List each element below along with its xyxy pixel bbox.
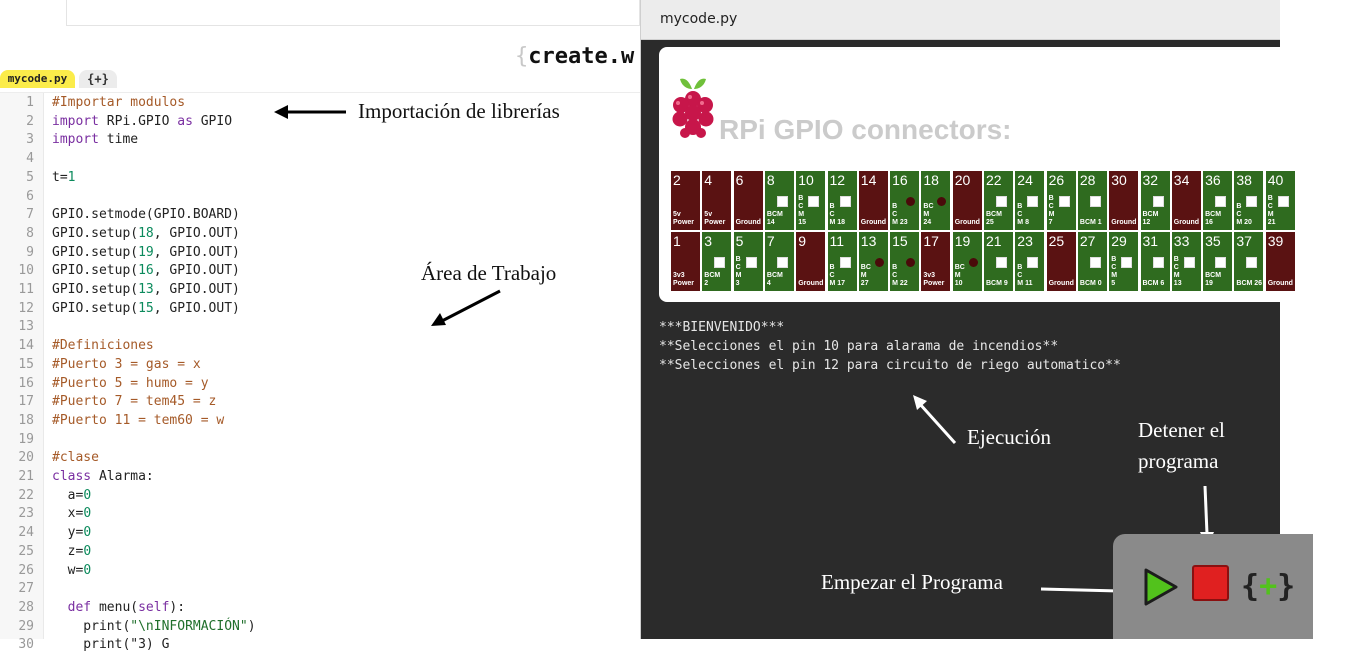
line-number: 21 <box>18 469 34 484</box>
gpio-pin-label: BCM 19 <box>1205 272 1222 287</box>
code-text <box>52 636 169 655</box>
gpio-row-odd <box>671 232 1371 291</box>
gpio-pin-15[interactable] <box>890 232 919 291</box>
gpio-pin-3[interactable] <box>702 232 731 291</box>
code-token: , GPIO.OUT) <box>153 300 240 316</box>
gpio-pin-number: 36 <box>1205 172 1221 188</box>
code-token: Alarma: <box>91 469 154 484</box>
gpio-pin-label: B C M 23 <box>892 203 908 226</box>
gpio-pin-label: B C M 20 <box>1236 203 1252 226</box>
line-number: 29 <box>18 618 34 634</box>
gpio-pin-label: B C M 21 <box>1267 195 1276 226</box>
gpio-pin-checkbox[interactable] <box>1059 196 1070 207</box>
gpio-pin-checkbox[interactable] <box>1121 257 1132 268</box>
code-text <box>52 169 75 188</box>
code-text <box>52 281 240 300</box>
gpio-pin-led <box>875 258 884 267</box>
code-token: 1 <box>67 169 76 185</box>
gpio-pin-37[interactable] <box>1234 232 1263 291</box>
gpio-pin-label: BC M 27 <box>860 264 871 287</box>
code-token: 0 <box>83 487 92 503</box>
gpio-pin-number: 14 <box>860 172 877 188</box>
code-token: GPIO.setup( <box>52 225 139 241</box>
gpio-panel <box>659 47 1299 302</box>
annotation-execution-arrow <box>911 393 959 447</box>
gpio-pin-number: 18 <box>923 172 939 188</box>
line-number: 17 <box>18 394 34 410</box>
tab-mycode-py[interactable]: mycode.py <box>0 70 75 88</box>
gpio-pin-checkbox[interactable] <box>746 257 757 268</box>
gpio-pin-30 <box>1109 171 1138 230</box>
gpio-pin-number: 1 <box>673 233 681 249</box>
gpio-pin-label: Ground <box>954 219 980 226</box>
gpio-pin-number: 23 <box>1017 233 1033 249</box>
gpio-pin-number: 22 <box>986 172 1002 188</box>
annotation-workspace: Área de Trabajo <box>421 261 557 285</box>
gpio-pin-label: B C M 18 <box>829 203 846 226</box>
gpio-pin-7[interactable] <box>765 232 794 291</box>
code-token: y= <box>52 525 84 541</box>
code-text <box>52 94 185 113</box>
gpio-pin-36[interactable] <box>1203 171 1232 230</box>
gpio-pin-label: B C M 17 <box>829 264 846 287</box>
gpio-pin-label: B C M 3 <box>735 256 742 287</box>
gpio-pin-14 <box>859 171 888 230</box>
gpio-pin-27[interactable] <box>1078 232 1107 291</box>
gpio-pin-label: BCM 0 <box>1079 280 1102 287</box>
gpio-pin-label: B C M 8 <box>1017 203 1029 226</box>
code-token: menu( <box>91 599 139 615</box>
gpio-pin-39 <box>1266 232 1295 291</box>
annotation-stop-line2: programa <box>1138 449 1219 473</box>
line-number: 6 <box>26 188 34 204</box>
gpio-pin-label: Ground <box>735 219 761 226</box>
gpio-pin-8[interactable] <box>765 171 794 230</box>
code-text <box>52 505 91 524</box>
code-token: 13 <box>138 282 154 297</box>
gpio-pin-label: B C M 5 <box>1111 256 1118 287</box>
code-token: GPIO.setup( <box>52 300 139 316</box>
gpio-pin-38[interactable] <box>1234 171 1263 230</box>
gpio-pin-29[interactable] <box>1109 232 1138 291</box>
gpio-pin-9 <box>796 232 825 291</box>
code-text <box>52 562 91 581</box>
gpio-pin-17 <box>921 232 950 291</box>
gpio-pin-number: 32 <box>1142 172 1159 188</box>
code-token: 18 <box>138 225 154 241</box>
gpio-pin-35[interactable] <box>1203 232 1232 291</box>
gpio-pin-number: 35 <box>1205 233 1221 249</box>
line-number: 3 <box>26 132 34 148</box>
gpio-pin-number: 39 <box>1267 233 1284 249</box>
gpio-pin-number: 11 <box>829 233 845 249</box>
gpio-pin-checkbox[interactable] <box>1215 196 1226 207</box>
code-token: 16 <box>138 263 154 279</box>
code-token: GPIO.setup( <box>52 282 139 297</box>
gpio-pin-number: 19 <box>954 233 971 249</box>
gpio-pin-label: Ground <box>1267 280 1293 287</box>
output-window-title: mycode.py <box>660 11 738 27</box>
gpio-pin-number: 21 <box>986 233 1002 249</box>
gpio-pin-number: 38 <box>1236 172 1252 188</box>
annotation-execution: Ejecución <box>967 425 1051 449</box>
line-number: 11 <box>18 282 34 297</box>
gpio-pin-number: 34 <box>1173 172 1190 188</box>
code-token: #Definiciones <box>52 338 154 354</box>
gpio-pin-checkbox[interactable] <box>996 257 1007 268</box>
annotation-start: Empezar el Programa <box>821 570 1003 594</box>
gpio-pin-checkbox[interactable] <box>777 257 788 268</box>
gpio-pin-number: 17 <box>923 233 939 249</box>
gpio-pin-led <box>937 197 946 206</box>
gpio-pin-checkbox[interactable] <box>1090 257 1101 268</box>
gpio-pin-led <box>969 258 978 267</box>
console-output <box>659 318 1121 375</box>
gpio-pin-checkbox[interactable] <box>1278 196 1289 207</box>
line-number: 27 <box>18 581 34 597</box>
gpio-pin-number: 40 <box>1267 172 1284 188</box>
gpio-pin-label: BCM 12 <box>1142 211 1159 226</box>
gpio-title: RPi GPIO connectors: <box>719 114 1012 145</box>
gpio-pin-checkbox[interactable] <box>1153 196 1164 207</box>
gpio-pin-number: 33 <box>1173 233 1190 249</box>
gpio-pin-34 <box>1172 171 1201 230</box>
code-token: GPIO.setup( <box>52 244 139 260</box>
gpio-pin-12[interactable] <box>828 171 857 230</box>
annotation-imports-arrow <box>272 104 348 120</box>
line-number: 23 <box>18 506 34 522</box>
code-token: 0 <box>83 525 92 541</box>
add-code-button[interactable]: {+} <box>1241 569 1296 604</box>
code-token: #Puerto 11 = tem60 = w <box>52 412 225 428</box>
line-number: 8 <box>26 225 34 241</box>
gpio-pin-label: BCM 1 <box>1079 219 1102 226</box>
line-number: 2 <box>26 113 34 129</box>
code-text <box>52 244 240 263</box>
code-token: #clase <box>52 450 99 466</box>
editor-top-bar <box>66 0 640 26</box>
code-token: RPi.GPIO <box>98 113 178 129</box>
annotation-stop-line1: Detener el <box>1138 418 1225 442</box>
code-text <box>52 262 240 281</box>
gpio-pin-checkbox[interactable] <box>714 257 725 268</box>
raspberry-pi-logo <box>668 75 718 141</box>
gpio-pin-label: Ground <box>1111 219 1137 226</box>
code-text <box>52 113 232 132</box>
code-text <box>52 524 91 543</box>
gpio-pin-20 <box>953 171 982 230</box>
code-text <box>52 206 240 225</box>
code-token: , GPIO.OUT) <box>153 282 240 297</box>
line-number: 7 <box>26 207 34 223</box>
gpio-pin-number: 2 <box>673 172 681 188</box>
code-token: ) <box>247 618 256 634</box>
line-number: 20 <box>18 450 34 466</box>
play-button[interactable] <box>1143 567 1179 607</box>
gpio-pin-label: B C M 15 <box>798 195 806 226</box>
gpio-pin-number: 24 <box>1017 172 1033 188</box>
gpio-pin-label: B C M 11 <box>1017 264 1033 287</box>
code-token: t= <box>52 169 68 185</box>
gpio-pin-21[interactable] <box>984 232 1013 291</box>
line-number: 22 <box>18 487 34 503</box>
line-number: 5 <box>26 169 34 185</box>
gpio-pin-label: 3v3 Power <box>673 272 695 287</box>
gpio-pin-31[interactable] <box>1141 232 1170 291</box>
gpio-pin-label: BC M 10 <box>954 264 965 287</box>
code-token: , GPIO.OUT) <box>153 244 240 260</box>
code-token: 0 <box>83 506 92 522</box>
line-number: 10 <box>18 263 34 279</box>
gpio-pin-number: 16 <box>892 172 908 188</box>
line-number: 1 <box>26 95 34 110</box>
gpio-pin-22[interactable] <box>984 171 1013 230</box>
code-token: a= <box>52 487 84 503</box>
code-text <box>52 543 91 562</box>
gpio-pin-label: Ground <box>1048 280 1074 287</box>
gpio-pin-1 <box>671 232 700 291</box>
code-token: , GPIO.OUT) <box>153 263 240 279</box>
code-token: GPIO.setup( <box>52 263 139 279</box>
gpio-pin-25 <box>1047 232 1076 291</box>
stop-button[interactable] <box>1192 565 1229 601</box>
code-token: #Puerto 5 = humo = y <box>52 375 209 391</box>
gpio-pin-2 <box>671 171 700 230</box>
gpio-pin-number: 26 <box>1048 172 1065 188</box>
line-number: 19 <box>18 431 34 447</box>
gpio-pin-label: 5v Power <box>673 211 695 226</box>
gpio-pin-number: 20 <box>954 172 971 188</box>
gpio-pin-number: 4 <box>704 172 713 188</box>
gpio-pin-number: 28 <box>1079 172 1096 188</box>
gpio-pin-number: 25 <box>1048 233 1065 249</box>
code-text <box>52 356 201 375</box>
gpio-pin-number: 12 <box>829 172 846 188</box>
gpio-pin-checkbox[interactable] <box>1090 196 1101 207</box>
gpio-pin-label: 5v Power <box>704 211 726 226</box>
gpio-pin-40[interactable] <box>1266 171 1295 230</box>
code-token: "\nINFORMACIÓN" <box>130 618 248 634</box>
gpio-pin-10[interactable] <box>796 171 825 230</box>
code-token: w= <box>52 562 84 578</box>
code-text <box>52 618 256 637</box>
line-number: 24 <box>18 525 34 541</box>
console-line: ***BIENVENIDO*** <box>659 320 785 335</box>
code-text <box>52 412 224 431</box>
code-token: z= <box>52 543 84 559</box>
code-token: import <box>52 113 99 129</box>
gpio-pin-label: BC M 24 <box>923 203 934 226</box>
gpio-pin-label: BCM 16 <box>1205 211 1222 226</box>
gpio-pin-number: 29 <box>1111 233 1127 249</box>
gpio-pin-4 <box>702 171 731 230</box>
line-number: 25 <box>18 543 34 559</box>
gpio-pin-label: BCM 2 <box>704 272 721 287</box>
line-number: 4 <box>26 151 34 167</box>
gpio-pin-label: 3v3 Power <box>923 272 945 287</box>
gpio-pin-33[interactable] <box>1172 232 1201 291</box>
code-token: , GPIO.OUT) <box>153 225 240 241</box>
gpio-pin-label: BCM 6 <box>1142 280 1165 287</box>
code-token: class <box>52 469 92 484</box>
code-token: 0 <box>83 543 92 559</box>
code-token: as <box>177 113 193 129</box>
gpio-pin-18[interactable] <box>921 171 950 230</box>
gpio-pin-number: 5 <box>735 233 744 249</box>
gpio-pin-number: 15 <box>892 233 908 249</box>
gpio-row-even <box>671 171 1371 230</box>
code-token: GPIO.setmode(GPIO.BOARD) <box>52 207 240 223</box>
code-editor[interactable] <box>0 92 640 653</box>
gpio-pin-label: Ground <box>1173 219 1200 226</box>
gpio-pin-19[interactable] <box>953 232 982 291</box>
gpio-pin-number: 31 <box>1142 233 1159 249</box>
gpio-pin-13[interactable] <box>859 232 888 291</box>
code-text <box>52 487 91 506</box>
code-token: #Importar modulos <box>52 95 186 110</box>
gpio-pin-label: BCM 25 <box>986 211 1002 226</box>
gpio-pin-26[interactable] <box>1047 171 1076 230</box>
gpio-pin-label: B C M 7 <box>1048 195 1055 226</box>
code-token: def <box>52 599 92 615</box>
gpio-pin-checkbox[interactable] <box>1215 257 1226 268</box>
gpio-pin-number: 13 <box>860 233 877 249</box>
add-file-tab[interactable]: {+} <box>79 70 117 88</box>
gpio-pin-number: 3 <box>704 233 713 249</box>
gpio-pin-24[interactable] <box>1015 171 1044 230</box>
line-number: 28 <box>18 599 34 615</box>
code-token: print( <box>52 618 131 634</box>
line-number: 30 <box>18 637 34 653</box>
gpio-pin-6 <box>734 171 763 230</box>
gpio-pin-number: 27 <box>1079 233 1096 249</box>
gpio-pin-11[interactable] <box>828 232 857 291</box>
code-token: 0 <box>83 562 92 578</box>
console-line: **Selecciones el pin 10 para alarama de incendios** <box>659 339 1059 354</box>
gpio-pin-checkbox[interactable] <box>1246 257 1257 268</box>
gpio-pin-checkbox[interactable] <box>996 196 1007 207</box>
console-line: **Selecciones el pin 12 para circuito de riego automatico** <box>659 358 1121 373</box>
line-number: 14 <box>18 338 34 354</box>
run-controls <box>1113 534 1313 639</box>
code-token: self <box>138 599 170 615</box>
gpio-pin-label: B C M 22 <box>892 264 908 287</box>
gpio-pin-label: BCM 9 <box>986 280 1008 287</box>
gpio-pin-number: 8 <box>766 172 775 188</box>
line-number: 26 <box>18 562 34 578</box>
gpio-pin-32[interactable] <box>1141 171 1170 230</box>
line-number: 16 <box>18 375 34 391</box>
code-token: 15 <box>138 300 154 316</box>
gpio-pin-number: 7 <box>766 233 775 249</box>
code-text <box>52 131 138 150</box>
code-text <box>52 449 99 468</box>
gpio-pin-checkbox[interactable] <box>777 196 788 207</box>
gpio-pin-number: 30 <box>1111 172 1127 188</box>
code-text <box>52 300 240 319</box>
line-number: 13 <box>18 319 34 335</box>
gpio-pin-number: 10 <box>798 172 814 188</box>
output-window <box>640 0 1296 639</box>
annotation-workspace-arrow <box>428 288 504 330</box>
gpio-pin-label: B C M 13 <box>1173 256 1182 287</box>
code-text <box>52 393 216 412</box>
gpio-pin-number: 9 <box>798 233 806 249</box>
code-token: ): <box>169 599 186 615</box>
annotation-imports: Importación de librerías <box>358 99 560 123</box>
line-number: 18 <box>18 412 34 428</box>
code-text <box>52 599 185 618</box>
code-text <box>52 375 209 394</box>
gpio-pin-23[interactable] <box>1015 232 1044 291</box>
code-token: #Puerto 3 = gas = x <box>52 356 201 372</box>
gpio-pin-label: BCM 14 <box>766 211 783 226</box>
code-token: 19 <box>138 244 154 260</box>
code-token: import <box>52 132 99 148</box>
gpio-pin-checkbox[interactable] <box>1153 257 1164 268</box>
gpio-pin-number: 37 <box>1236 233 1252 249</box>
code-text <box>52 468 154 487</box>
code-token: x= <box>52 506 84 522</box>
code-token: GPIO <box>192 113 233 129</box>
code-text <box>52 225 240 244</box>
gpio-pin-16[interactable] <box>890 171 919 230</box>
gpio-pin-checkbox[interactable] <box>1184 257 1195 268</box>
line-number: 12 <box>18 300 34 316</box>
brand-logo: {create.w <box>515 44 635 69</box>
gpio-pin-checkbox[interactable] <box>808 196 819 207</box>
code-text <box>52 337 154 356</box>
code-token: time <box>98 132 139 148</box>
code-token: #Puerto 7 = tem45 = z <box>52 394 217 410</box>
gpio-pin-label: BCM 4 <box>766 272 783 287</box>
gpio-pin-label: Ground <box>860 219 887 226</box>
gpio-pin-label: Ground <box>798 280 824 287</box>
line-number: 9 <box>26 244 34 260</box>
line-number: 15 <box>18 356 34 372</box>
gpio-pin-28[interactable] <box>1078 171 1107 230</box>
gpio-pin-label: BCM 26 <box>1236 280 1263 287</box>
gpio-pin-5[interactable] <box>734 232 763 291</box>
gpio-pin-number: 6 <box>735 172 744 188</box>
code-token: print("3) G <box>52 637 170 653</box>
output-window-titlebar[interactable] <box>641 0 1280 40</box>
